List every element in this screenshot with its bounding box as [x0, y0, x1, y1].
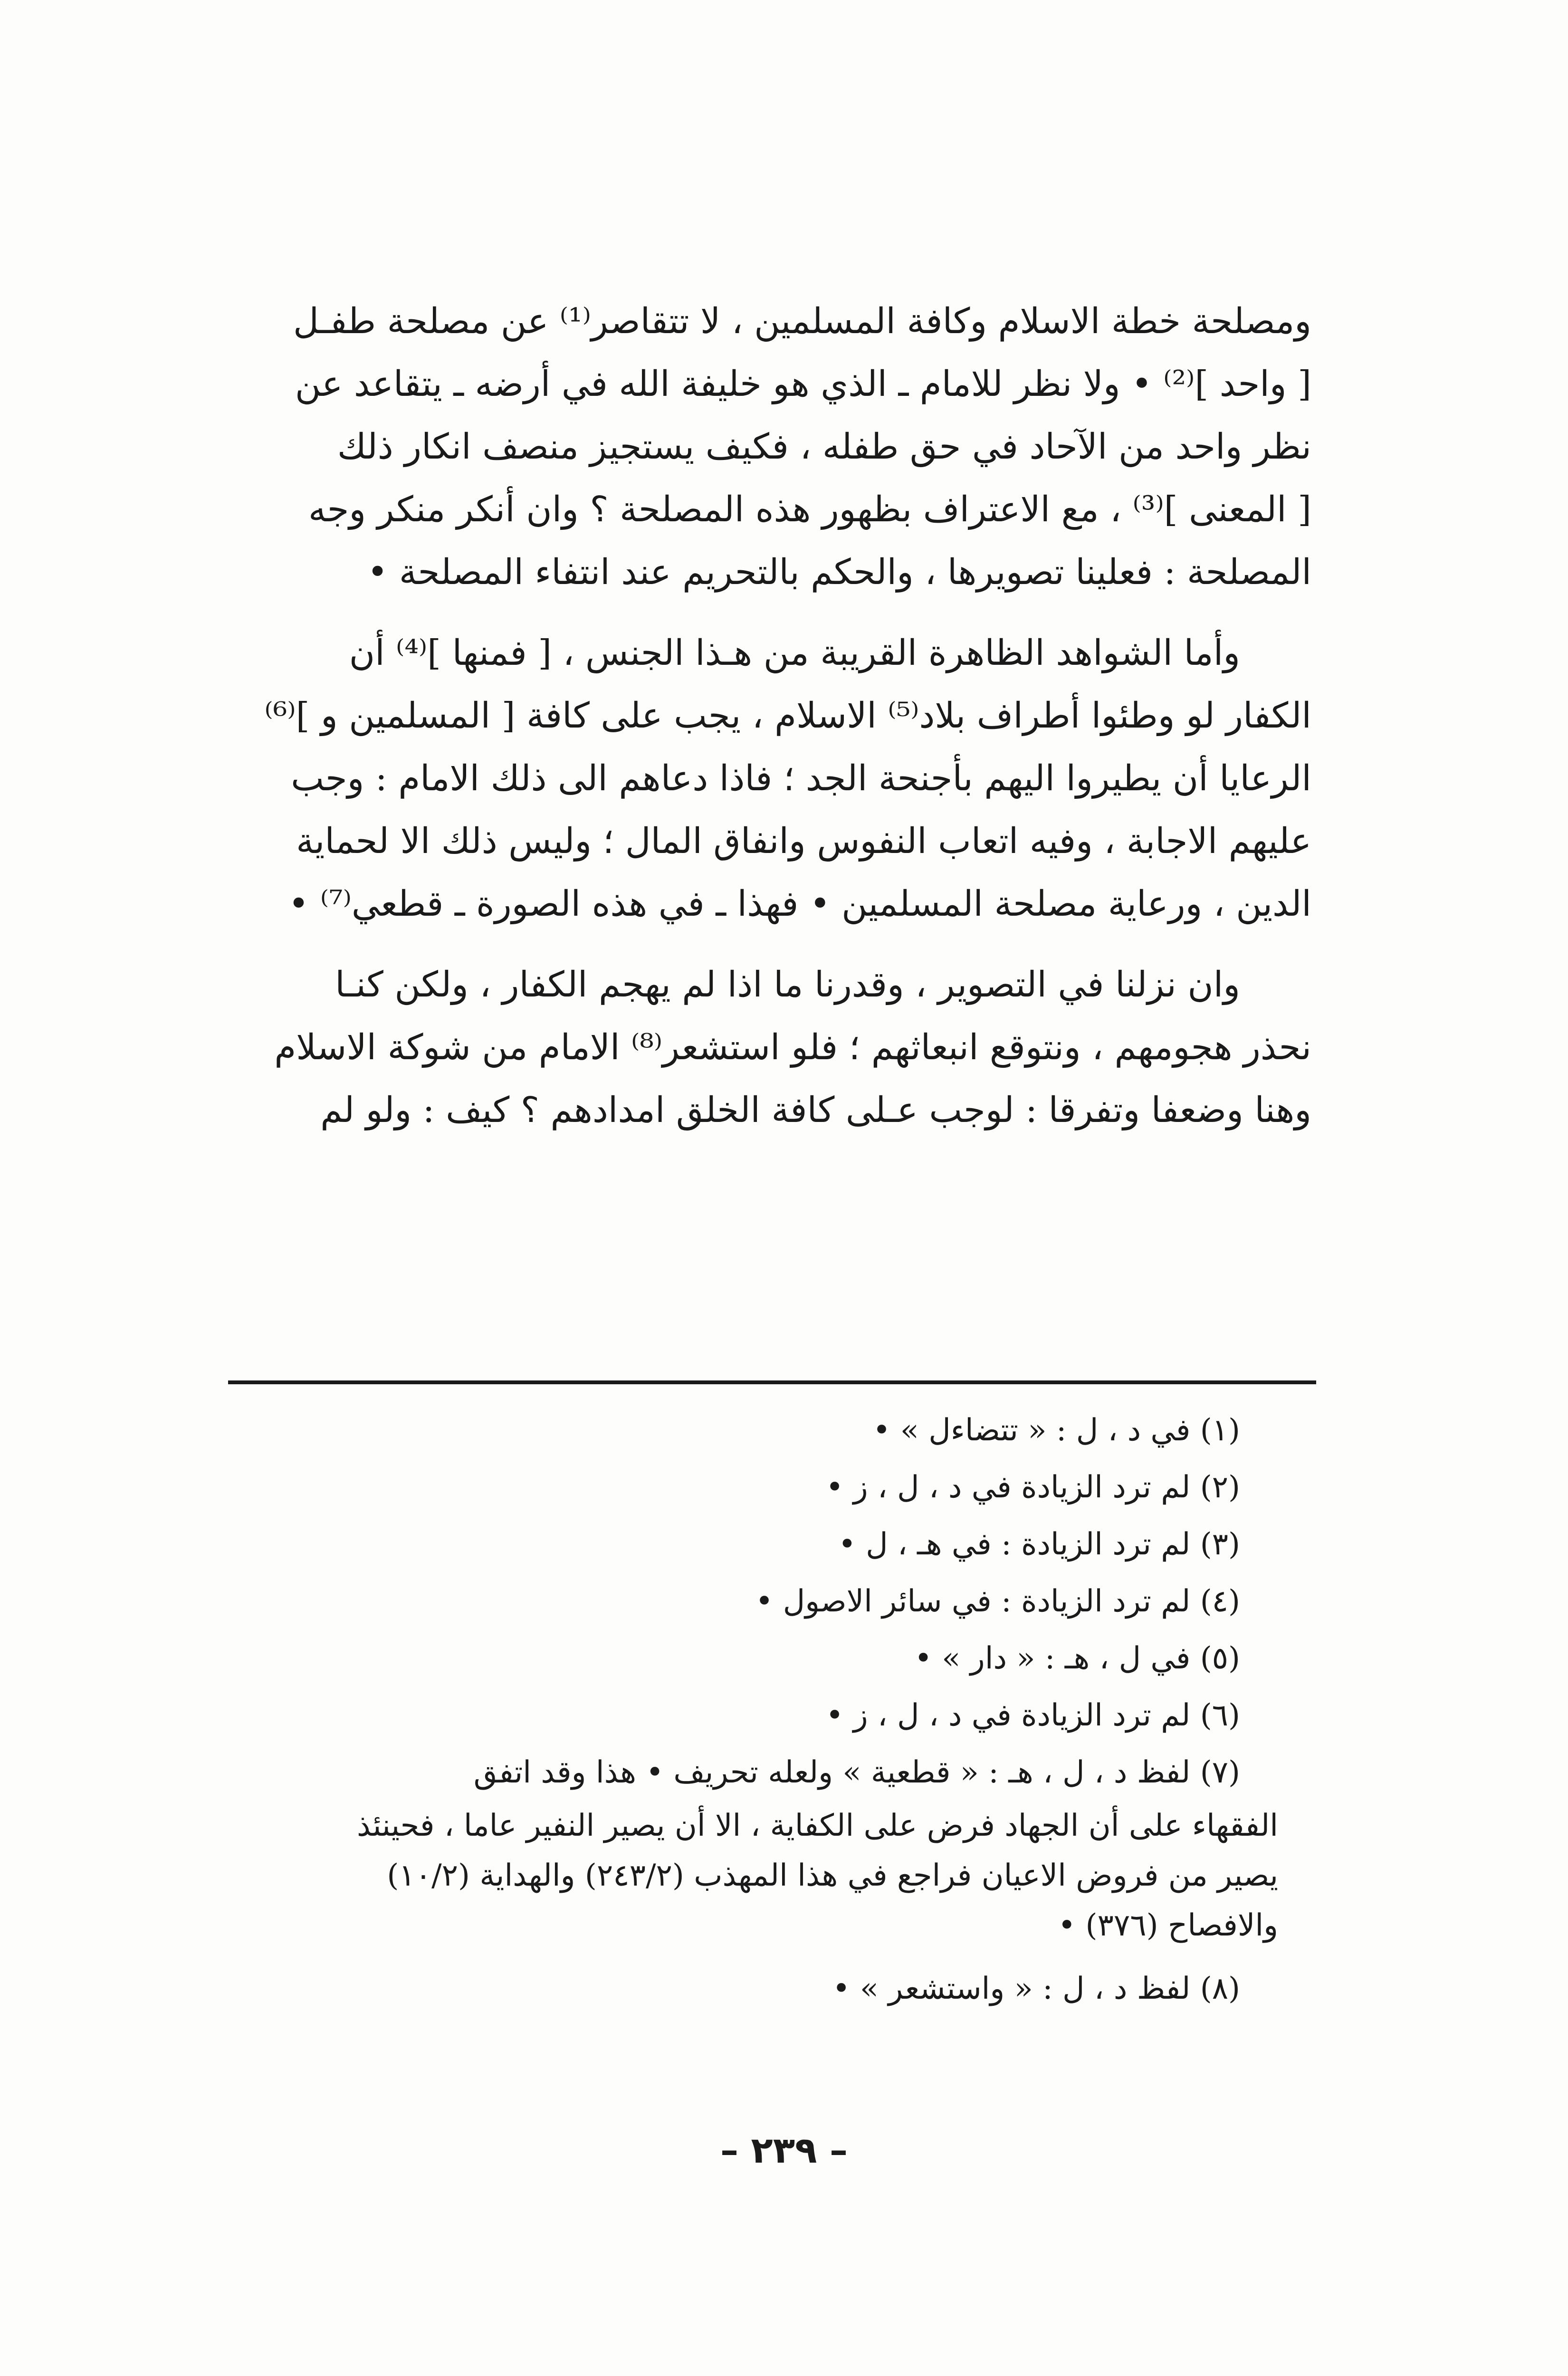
- paragraph-2: [204, 622, 1311, 935]
- footnote-label: (٣): [1200, 1527, 1240, 1562]
- page-number: – ٢٣٩ –: [720, 2129, 848, 2171]
- main-text: [204, 290, 1311, 1141]
- footnote-text: لفظ د ، ل : « واستشعر » •: [832, 1971, 1191, 2006]
- footnote-text: لفظ د ، ل ، هـ : « قطعية » ولعله تحريف • هذا وقد اتفق: [473, 1755, 1191, 1790]
- footnote-8: [219, 1960, 1278, 2017]
- footnote-4: [219, 1573, 1278, 1630]
- footnote-6: [219, 1687, 1278, 1744]
- footnote-label: (٧): [1200, 1755, 1240, 1790]
- footnote-text: في د ، ل : « تتضاءل » •: [872, 1413, 1191, 1448]
- footnotes: [219, 1402, 1278, 2017]
- footnote-7: [219, 1744, 1278, 1801]
- text-line: نظر واحد من الآحاد في حق طفله ، فكيف يستجيز منصف انكار ذلك: [337, 426, 1311, 467]
- footnote-text: لم ترد الزيادة في د ، ل ، ز •: [825, 1698, 1191, 1733]
- paragraph-1: [204, 290, 1311, 604]
- text-line: وهنا وضعفا وتفرقا : لوجب عـلى كافة الخلق امدادهم ؟ كيف : ولو لم: [320, 1090, 1311, 1131]
- footnote-5: [219, 1630, 1278, 1687]
- text-line: الكفار لو وطئوا أطراف بلاد⁽⁵⁾ الاسلام ، يجب على كافة [ المسلمين و ]⁽⁶⁾: [264, 695, 1311, 736]
- footnote-label: (٨): [1200, 1971, 1240, 2006]
- footnote-text: لم ترد الزيادة : في سائر الاصول •: [755, 1584, 1191, 1619]
- footnote-label: (٤): [1200, 1584, 1240, 1619]
- footnote-text: لم ترد الزيادة في د ، ل ، ز •: [825, 1470, 1191, 1505]
- footnote-7-continuation-line: والافصاح (٣٧٦) •: [1058, 1908, 1278, 1943]
- footnote-label: (١): [1200, 1413, 1240, 1448]
- text-line: المصلحة : فعلينا تصويرها ، والحكم بالتحريم عند انتفاء المصلحة •: [367, 552, 1311, 593]
- footnote-7-continuation-line: يصير من فروض الاعيان فراجع في هذا المهذب (٢٤٣/٢) والهداية (١٠/٢): [387, 1858, 1278, 1893]
- footnote-3: [219, 1516, 1278, 1573]
- footnote-1: [219, 1402, 1278, 1459]
- footnote-7-continuation-line: الفقهاء على أن الجهاد فرض على الكفاية ، الا أن يصير النفير عاما ، فحينئذ: [357, 1808, 1278, 1843]
- text-line: الدين ، ورعاية مصلحة المسلمين • فهذا ـ في هذه الصورة ـ قطعي⁽⁷⁾ •: [288, 883, 1311, 924]
- footnote-text: في ل ، هـ : « دار » •: [914, 1641, 1191, 1676]
- footnote-label: (٢): [1200, 1470, 1240, 1505]
- footnote-2: [219, 1459, 1278, 1516]
- text-line: نحذر هجومهم ، ونتوقع انبعاثهم ؛ فلو استشعر⁽⁸⁾ الامام من شوكة الاسلام: [274, 1027, 1311, 1068]
- footnote-separator-rule: [228, 1380, 1316, 1384]
- text-line: [ المعنى ]⁽³⁾ ، مع الاعتراف بظهور هذه المصلحة ؟ وان أنكر منكر وجه: [308, 489, 1311, 530]
- text-line: ومصلحة خطة الاسلام وكافة المسلمين ، لا تتقاصر⁽¹⁾ عن مصلحة طفـل: [293, 301, 1311, 342]
- text-line: [ واحد ]⁽²⁾ • ولا نظر للامام ـ الذي هو خليفة الله في أرضه ـ يتقاعد عن: [295, 364, 1311, 404]
- footnote-text: لم ترد الزيادة : في هـ ، ل •: [838, 1527, 1191, 1562]
- footnote-label: (٦): [1200, 1698, 1240, 1733]
- paragraph-3: [204, 953, 1311, 1141]
- footnote-label: (٥): [1200, 1641, 1240, 1676]
- text-line: وأما الشواهد الظاهرة القريبة من هـذا الجنس ، [ فمنها ]⁽⁴⁾ أن: [349, 632, 1240, 673]
- text-line: وان نزلنا في التصوير ، وقدرنا ما اذا لم يهجم الكفار ، ولكن كنـا: [335, 964, 1240, 1005]
- text-line: عليهم الاجابة ، وفيه اتعاب النفوس وانفاق المال ؛ وليس ذلك الا لحماية: [296, 821, 1311, 862]
- text-line: الرعايا أن يطيروا اليهم بأجنحة الجد ؛ فاذا دعاهم الى ذلك الامام : وجب: [291, 758, 1311, 799]
